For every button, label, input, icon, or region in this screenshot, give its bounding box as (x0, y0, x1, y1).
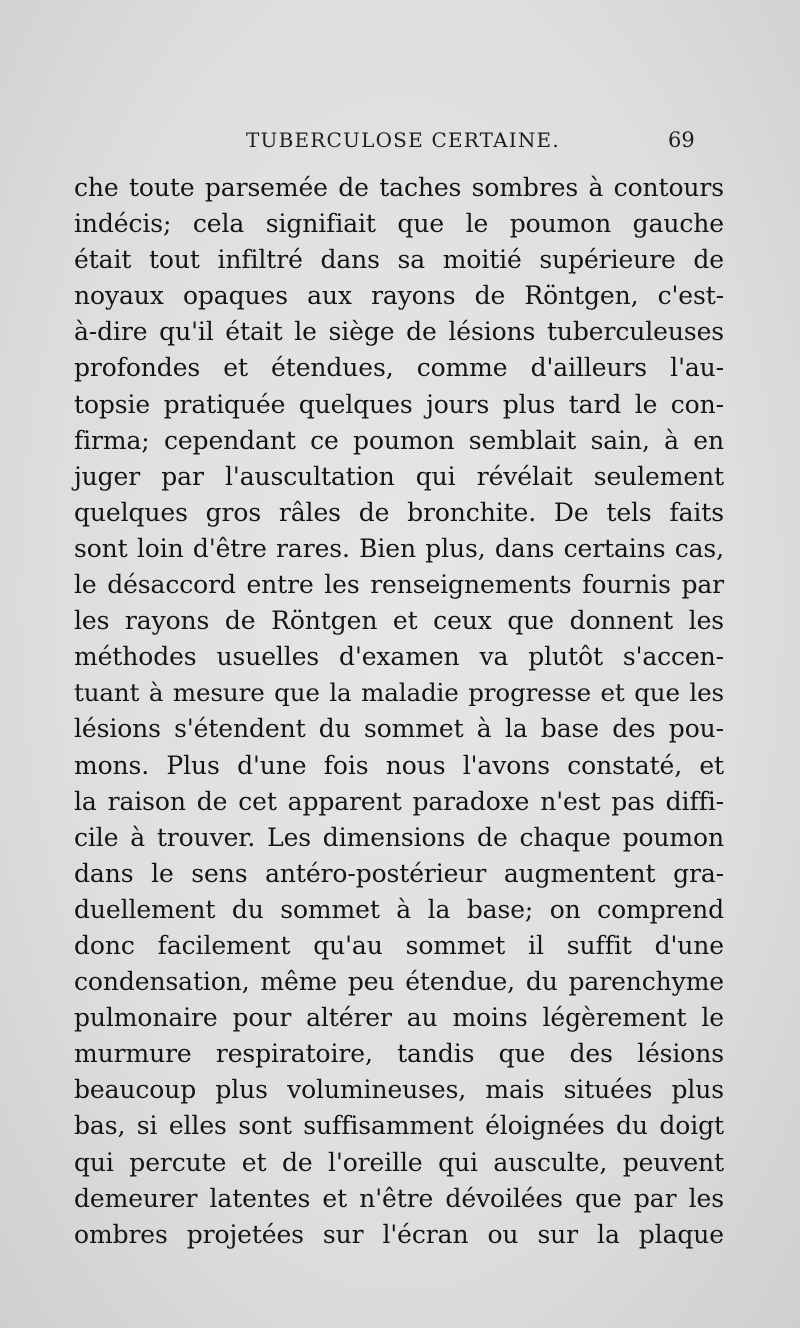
text-line: profondes et étendues, comme d'ailleurs l'au- (74, 353, 724, 383)
text-line: beaucoup plus volumineuses, mais situées plus (74, 1075, 724, 1105)
text-line: la raison de cet apparent paradoxe n'est pas diffi- (74, 786, 724, 816)
text-line: quelques gros râles de bronchite. De tels faits (74, 497, 724, 527)
text-line: noyaux opaques aux rayons de Röntgen, c'est- (74, 281, 724, 311)
text-line: pulmonaire pour altérer au moins légèrement le (74, 1003, 724, 1033)
text-line: méthodes usuelles d'examen va plutôt s'accen- (74, 642, 724, 672)
text-line: sont loin d'être rares. Bien plus, dans certains cas, (74, 533, 724, 563)
text-line: lésions s'étendent du sommet à la base des pou- (74, 714, 724, 744)
text-line: murmure respiratoire, tandis que des lésions (74, 1039, 724, 1069)
text-line: tuant à mesure que la maladie progresse et que les (74, 678, 724, 708)
text-line: firma; cependant ce poumon semblait sain, à en (74, 425, 724, 455)
text-line: à-dire qu'il était le siège de lésions tuberculeuses (74, 317, 724, 347)
text-line: les rayons de Röntgen et ceux que donnent les (74, 606, 724, 636)
text-line: duellement du sommet à la base; on comprend (74, 894, 724, 924)
text-line: bas, si elles sont suffisamment éloignées du doigt (74, 1111, 724, 1141)
text-line: était tout infiltré dans sa moitié supérieure de (74, 245, 724, 275)
text-line: donc facilement qu'au sommet il suffit d'une (74, 930, 724, 960)
text-line: topsie pratiquée quelques jours plus tard le con- (74, 389, 724, 419)
text-line: juger par l'auscultation qui révélait seulement (74, 461, 724, 491)
page-number: 69 (668, 128, 695, 152)
text-line: qui percute et de l'oreille qui ausculte, peuvent (74, 1147, 724, 1177)
running-title: TUBERCULOSE CERTAINE. (246, 128, 560, 152)
text-line: demeurer latentes et n'être dévoilées que par les (74, 1183, 724, 1213)
body-text (74, 170, 724, 1253)
text-line: le désaccord entre les renseignements fournis par (74, 570, 724, 600)
text-line: cile à trouver. Les dimensions de chaque poumon (74, 822, 724, 852)
text-line: indécis; cela signifiait que le poumon gauche (74, 209, 724, 239)
text-line: che toute parsemée de taches sombres à contours (74, 173, 724, 202)
text-line: mons. Plus d'une fois nous l'avons constaté, et (74, 750, 724, 780)
text-line: ombres projetées sur l'écran ou sur la plaque (74, 1219, 724, 1249)
running-head (0, 128, 800, 158)
text-line: dans le sens antéro-postérieur augmentent gra- (74, 858, 724, 888)
text-line: condensation, même peu étendue, du parenchyme (74, 967, 724, 997)
